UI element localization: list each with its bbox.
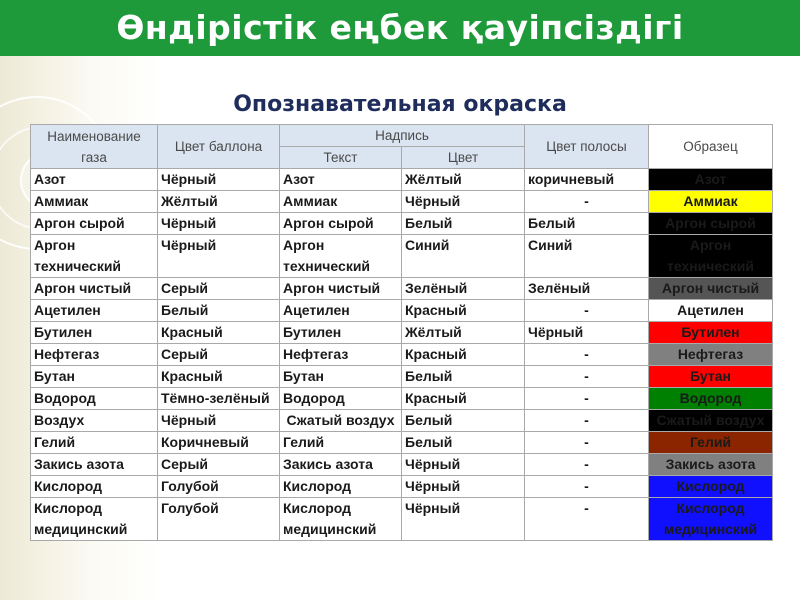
sample-cell: Водород [649,388,773,410]
cylinder-color-cell: Тёмно-зелёный [158,388,280,410]
stripe-color-cell: - [525,300,649,322]
sample-cell: Сжатый воздух [649,410,773,432]
table-row [31,344,773,366]
inscription-color-cell: Чёрный [402,454,525,476]
table-row [31,454,773,476]
stripe-color-cell: Чёрный [525,322,649,344]
stripe-color-cell: коричневый [525,169,649,191]
inscription-color-cell: Красный [402,344,525,366]
gas-name-cell: Гелий [31,432,158,454]
table-row [31,191,773,213]
gas-name-cell: Кислород медицинский [31,498,158,541]
header-stripe-color: Цвет полосы [525,125,649,169]
cylinder-color-cell: Голубой [158,498,280,541]
inscription-text-cell: Аргон технический [280,235,402,278]
stripe-color-cell: Зелёный [525,278,649,300]
cylinder-color-cell: Чёрный [158,169,280,191]
table-row [31,278,773,300]
sample-cell: Нефтегаз [649,344,773,366]
table-row [31,498,773,541]
gas-name-cell: Аргон чистый [31,278,158,300]
gas-name-cell: Нефтегаз [31,344,158,366]
gas-name-cell: Водород [31,388,158,410]
cylinder-color-cell: Белый [158,300,280,322]
table-row [31,300,773,322]
header-gas-name: Наименование газа [31,125,158,169]
stripe-color-cell: - [525,432,649,454]
gas-name-cell: Ацетилен [31,300,158,322]
table-row [31,366,773,388]
header-inscription: Надпись [280,125,525,147]
inscription-color-cell: Белый [402,213,525,235]
cylinder-color-cell: Коричневый [158,432,280,454]
cylinder-color-cell: Красный [158,322,280,344]
table-row [31,388,773,410]
sample-cell: Ацетилен [649,300,773,322]
stripe-color-cell: - [525,344,649,366]
stripe-color-cell: - [525,498,649,541]
header-text: Текст [280,147,402,169]
sample-cell: Аммиак [649,191,773,213]
table-title: Опознавательная окраска [233,92,567,117]
stripe-color-cell: - [525,454,649,476]
cylinder-color-cell: Серый [158,454,280,476]
header-color: Цвет [402,147,525,169]
cylinder-color-cell: Чёрный [158,213,280,235]
gas-name-cell: Аргон сырой [31,213,158,235]
sample-cell: Аргон технический [649,235,773,278]
gas-name-cell: Кислород [31,476,158,498]
inscription-color-cell: Красный [402,388,525,410]
inscription-text-cell: Сжатый воздух [280,410,402,432]
gas-name-cell: Бутан [31,366,158,388]
inscription-text-cell: Гелий [280,432,402,454]
inscription-color-cell: Жёлтый [402,169,525,191]
table-row [31,410,773,432]
cylinder-color-cell: Красный [158,366,280,388]
table-row [31,235,773,278]
sample-cell: Кислород [649,476,773,498]
inscription-text-cell: Аммиак [280,191,402,213]
sample-cell: Кислород медицинский [649,498,773,541]
gas-name-cell: Аммиак [31,191,158,213]
inscription-text-cell: Закись азота [280,454,402,476]
stripe-color-cell: - [525,191,649,213]
inscription-color-cell: Синий [402,235,525,278]
cylinder-color-cell: Серый [158,344,280,366]
table-row [31,432,773,454]
inscription-text-cell: Нефтегаз [280,344,402,366]
sample-cell: Бутилен [649,322,773,344]
cylinder-color-cell: Серый [158,278,280,300]
inscription-text-cell: Кислород медицинский [280,498,402,541]
inscription-text-cell: Бутилен [280,322,402,344]
gas-name-cell: Аргон технический [31,235,158,278]
sample-cell: Аргон сырой [649,213,773,235]
inscription-color-cell: Чёрный [402,191,525,213]
gas-name-cell: Азот [31,169,158,191]
sample-cell: Гелий [649,432,773,454]
inscription-text-cell: Аргон чистый [280,278,402,300]
header-sample: Образец [649,125,773,169]
table-row [31,322,773,344]
inscription-color-cell: Белый [402,366,525,388]
sample-cell: Бутан [649,366,773,388]
inscription-color-cell: Чёрный [402,498,525,541]
cylinder-color-cell: Жёлтый [158,191,280,213]
stripe-color-cell: - [525,476,649,498]
inscription-color-cell: Белый [402,432,525,454]
stripe-color-cell: Синий [525,235,649,278]
sample-cell: Азот [649,169,773,191]
stripe-color-cell: - [525,388,649,410]
inscription-text-cell: Ацетилен [280,300,402,322]
cylinder-color-cell: Голубой [158,476,280,498]
stripe-color-cell: - [525,410,649,432]
inscription-color-cell: Белый [402,410,525,432]
inscription-text-cell: Бутан [280,366,402,388]
stripe-color-cell: - [525,366,649,388]
cylinder-color-cell: Чёрный [158,410,280,432]
inscription-text-cell: Азот [280,169,402,191]
table-row [31,213,773,235]
sample-cell: Аргон чистый [649,278,773,300]
inscription-color-cell: Чёрный [402,476,525,498]
gas-name-cell: Бутилен [31,322,158,344]
table-row [31,476,773,498]
inscription-color-cell: Жёлтый [402,322,525,344]
gas-name-cell: Закись азота [31,454,158,476]
inscription-text-cell: Водород [280,388,402,410]
inscription-text-cell: Аргон сырой [280,213,402,235]
page-title: Өндірістік еңбек қауіпсіздігі [116,8,684,47]
sample-cell: Закись азота [649,454,773,476]
header-cylinder-color: Цвет баллона [158,125,280,169]
inscription-color-cell: Зелёный [402,278,525,300]
gas-cylinder-color-table [30,124,773,541]
cylinder-color-cell: Чёрный [158,235,280,278]
gas-name-cell: Воздух [31,410,158,432]
table-row [31,169,773,191]
stripe-color-cell: Белый [525,213,649,235]
inscription-text-cell: Кислород [280,476,402,498]
inscription-color-cell: Красный [402,300,525,322]
